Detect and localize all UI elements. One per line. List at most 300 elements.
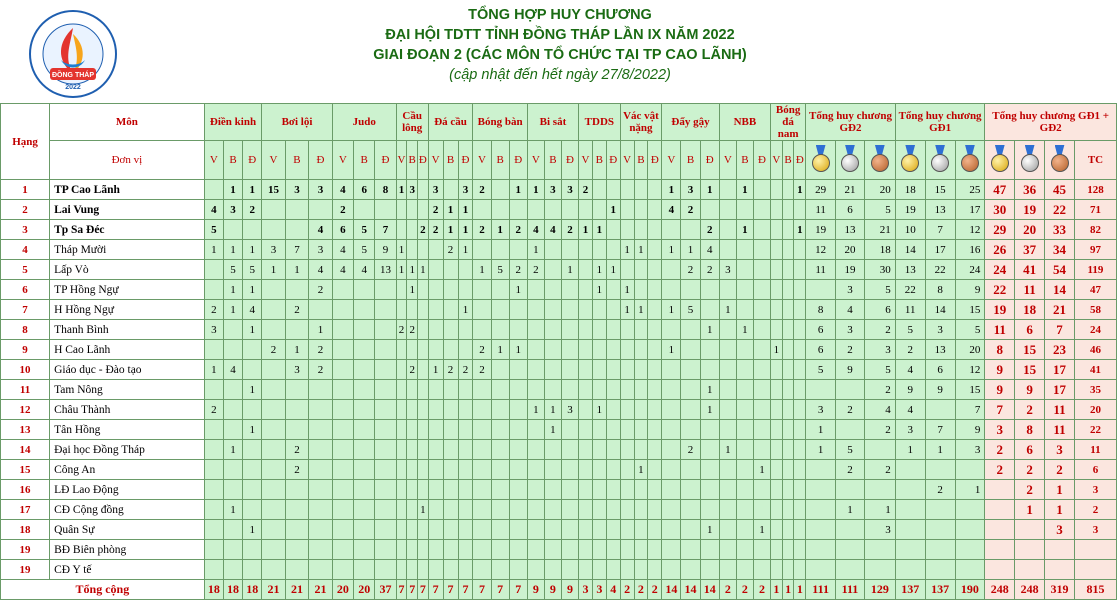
gold-medal-icon bbox=[806, 141, 836, 180]
medal-count-cell: 6 bbox=[354, 180, 375, 200]
medal-count-cell bbox=[662, 440, 681, 460]
medal-count-cell bbox=[606, 180, 620, 200]
summary-count-cell: 4 bbox=[895, 400, 925, 420]
summary-count-cell: 25 bbox=[955, 180, 985, 200]
total-count-cell bbox=[1074, 560, 1116, 580]
medal-count-cell bbox=[473, 500, 491, 520]
medal-count-cell bbox=[736, 300, 753, 320]
medal-count-cell: 1 bbox=[285, 260, 308, 280]
table-row bbox=[1, 320, 1117, 340]
medal-count-cell bbox=[648, 260, 662, 280]
unit-name-cell: Quân Sự bbox=[50, 520, 205, 540]
medal-count-cell bbox=[407, 520, 418, 540]
medal-count-cell bbox=[561, 560, 578, 580]
medal-count-cell bbox=[443, 540, 458, 560]
medal-count-cell bbox=[407, 400, 418, 420]
medal-count-cell bbox=[458, 480, 473, 500]
medal-count-cell bbox=[771, 260, 783, 280]
medal-count-cell bbox=[262, 500, 285, 520]
medal-count-cell bbox=[634, 380, 648, 400]
summary-count-cell bbox=[895, 500, 925, 520]
unit-name-cell: CĐ Y tế bbox=[50, 560, 205, 580]
summary-count-cell: 9 bbox=[895, 380, 925, 400]
medal-count-cell: 1 bbox=[700, 380, 719, 400]
medal-count-cell bbox=[396, 280, 407, 300]
medal-count-cell bbox=[620, 440, 634, 460]
medal-count-cell bbox=[527, 560, 544, 580]
summary-count-cell: 4 bbox=[836, 300, 865, 320]
medal-count-cell bbox=[458, 380, 473, 400]
medal-type-label: V bbox=[579, 141, 593, 180]
medal-count-cell bbox=[681, 500, 700, 520]
summary-count-cell: 9 bbox=[955, 280, 985, 300]
medal-count-cell bbox=[648, 280, 662, 300]
summary-count-cell bbox=[895, 480, 925, 500]
combined-count-cell: 20 bbox=[1015, 220, 1045, 240]
medal-count-cell bbox=[443, 180, 458, 200]
medal-count-cell: 1 bbox=[443, 220, 458, 240]
medal-count-cell bbox=[491, 440, 509, 460]
medal-count-cell bbox=[443, 340, 458, 360]
medal-count-cell bbox=[736, 380, 753, 400]
medal-count-cell bbox=[782, 500, 794, 520]
rank-cell: 3 bbox=[1, 220, 50, 240]
medal-count-cell: 1 bbox=[243, 280, 262, 300]
total-cell: 7 bbox=[428, 580, 443, 600]
medal-count-cell bbox=[794, 240, 806, 260]
unit-header: Đơn vị bbox=[50, 141, 205, 180]
medal-count-cell bbox=[491, 520, 509, 540]
medal-count-cell bbox=[794, 260, 806, 280]
medal-count-cell bbox=[204, 540, 223, 560]
medal-count-cell bbox=[662, 220, 681, 240]
medal-count-cell bbox=[509, 560, 527, 580]
medal-type-label: V bbox=[473, 141, 491, 180]
medal-count-cell bbox=[648, 500, 662, 520]
summary-count-cell: 2 bbox=[895, 340, 925, 360]
medal-count-cell: 1 bbox=[700, 320, 719, 340]
medal-count-cell bbox=[418, 240, 429, 260]
medal-count-cell bbox=[332, 440, 353, 460]
medal-count-cell bbox=[262, 460, 285, 480]
medal-count-cell: 2 bbox=[681, 200, 700, 220]
medal-count-cell bbox=[719, 420, 736, 440]
medal-count-cell: 1 bbox=[681, 240, 700, 260]
medal-count-cell bbox=[428, 260, 443, 280]
medal-count-cell bbox=[606, 280, 620, 300]
combined-count-cell: 1 bbox=[1045, 500, 1075, 520]
summary-count-cell: 18 bbox=[895, 180, 925, 200]
total-cell: 18 bbox=[204, 580, 223, 600]
medal-count-cell bbox=[309, 200, 333, 220]
combined-count-cell: 17 bbox=[1045, 360, 1075, 380]
medal-count-cell: 1 bbox=[509, 280, 527, 300]
combined-count-cell bbox=[985, 480, 1015, 500]
medal-count-cell: 4 bbox=[700, 240, 719, 260]
medal-count-cell bbox=[753, 300, 770, 320]
medal-count-cell: 2 bbox=[458, 360, 473, 380]
medal-count-cell bbox=[544, 380, 561, 400]
medal-count-cell bbox=[736, 280, 753, 300]
medal-count-cell: 7 bbox=[285, 240, 308, 260]
medal-count-cell bbox=[375, 540, 396, 560]
medal-count-cell bbox=[681, 480, 700, 500]
medal-count-cell bbox=[418, 480, 429, 500]
rank-cell: 6 bbox=[1, 280, 50, 300]
medal-count-cell bbox=[285, 400, 308, 420]
medal-count-cell bbox=[606, 500, 620, 520]
medal-count-cell bbox=[418, 300, 429, 320]
rank-cell: 16 bbox=[1, 480, 50, 500]
medal-count-cell bbox=[681, 520, 700, 540]
medal-count-cell bbox=[592, 420, 606, 440]
combined-count-cell: 9 bbox=[1015, 380, 1045, 400]
medal-count-cell bbox=[794, 200, 806, 220]
summary-count-cell: 19 bbox=[895, 200, 925, 220]
medal-count-cell bbox=[662, 540, 681, 560]
total-cell: 1 bbox=[794, 580, 806, 600]
medal-count-cell bbox=[204, 280, 223, 300]
summary-count-cell: 7 bbox=[955, 400, 985, 420]
combined-count-cell: 15 bbox=[1015, 340, 1045, 360]
total-phase1-header: Tổng huy chương GĐ1 bbox=[895, 104, 985, 141]
medal-type-label: B bbox=[681, 141, 700, 180]
medal-count-cell: 1 bbox=[736, 180, 753, 200]
medal-count-cell bbox=[782, 520, 794, 540]
total-cell: 9 bbox=[561, 580, 578, 600]
sport-header: Môn bbox=[50, 104, 205, 141]
medal-count-cell: 1 bbox=[620, 300, 634, 320]
medal-count-cell bbox=[443, 480, 458, 500]
gold-medal-icon bbox=[900, 145, 920, 173]
summary-count-cell: 11 bbox=[895, 300, 925, 320]
medal-count-cell bbox=[204, 500, 223, 520]
medal-count-cell bbox=[648, 300, 662, 320]
table-row bbox=[1, 380, 1117, 400]
summary-count-cell: 13 bbox=[925, 200, 955, 220]
medal-count-cell bbox=[491, 560, 509, 580]
summary-count-cell: 17 bbox=[955, 200, 985, 220]
medal-count-cell bbox=[794, 420, 806, 440]
medal-count-cell bbox=[285, 520, 308, 540]
silver-medal-icon bbox=[1020, 145, 1040, 173]
summary-count-cell: 6 bbox=[925, 360, 955, 380]
medal-count-cell bbox=[354, 480, 375, 500]
summary-count-cell bbox=[836, 420, 865, 440]
medal-count-cell: 2 bbox=[681, 440, 700, 460]
medal-count-cell bbox=[223, 400, 242, 420]
medal-count-cell bbox=[782, 320, 794, 340]
medal-count-cell bbox=[579, 540, 593, 560]
medal-count-cell bbox=[736, 240, 753, 260]
medal-count-cell bbox=[332, 400, 353, 420]
medal-count-cell bbox=[243, 500, 262, 520]
medal-count-cell: 2 bbox=[473, 180, 491, 200]
medal-count-cell bbox=[771, 520, 783, 540]
medal-count-cell bbox=[700, 200, 719, 220]
medal-count-cell bbox=[396, 480, 407, 500]
medal-type-label: B bbox=[223, 141, 242, 180]
medal-count-cell: 1 bbox=[243, 240, 262, 260]
medal-count-cell bbox=[579, 520, 593, 540]
medal-count-cell bbox=[782, 200, 794, 220]
medal-count-cell bbox=[753, 320, 770, 340]
gold-medal-icon bbox=[811, 145, 831, 173]
medal-count-cell bbox=[491, 320, 509, 340]
total-count-cell: 82 bbox=[1074, 220, 1116, 240]
medal-count-cell bbox=[662, 320, 681, 340]
medal-count-cell bbox=[648, 560, 662, 580]
medal-count-cell bbox=[458, 280, 473, 300]
medal-count-cell: 13 bbox=[375, 260, 396, 280]
medal-count-cell bbox=[204, 340, 223, 360]
medal-type-label: V bbox=[428, 141, 443, 180]
medal-count-cell bbox=[592, 200, 606, 220]
medal-count-cell bbox=[648, 360, 662, 380]
medal-count-cell bbox=[634, 220, 648, 240]
medal-count-cell bbox=[418, 540, 429, 560]
summary-count-cell: 15 bbox=[955, 300, 985, 320]
medal-count-cell: 5 bbox=[354, 220, 375, 240]
medal-count-cell bbox=[700, 440, 719, 460]
medal-count-cell bbox=[579, 440, 593, 460]
medal-count-cell bbox=[579, 380, 593, 400]
unit-name-cell: TP Cao Lãnh bbox=[50, 180, 205, 200]
total-count-cell: 3 bbox=[1074, 480, 1116, 500]
medal-count-cell bbox=[606, 380, 620, 400]
summary-count-cell: 18 bbox=[864, 240, 895, 260]
medal-count-cell: 1 bbox=[285, 340, 308, 360]
combined-count-cell bbox=[1015, 540, 1045, 560]
summary-count-cell bbox=[895, 540, 925, 560]
medal-count-cell bbox=[561, 520, 578, 540]
summary-count-cell: 20 bbox=[836, 240, 865, 260]
medal-count-cell bbox=[736, 500, 753, 520]
medal-count-cell bbox=[544, 200, 561, 220]
medal-count-cell: 1 bbox=[719, 300, 736, 320]
medal-count-cell bbox=[285, 540, 308, 560]
summary-count-cell: 15 bbox=[955, 380, 985, 400]
medal-type-label: Đ bbox=[309, 141, 333, 180]
medal-count-cell bbox=[458, 320, 473, 340]
unit-name-cell: BĐ Biên phòng bbox=[50, 540, 205, 560]
medal-count-cell bbox=[418, 180, 429, 200]
medal-count-cell: 2 bbox=[407, 360, 418, 380]
medal-count-cell bbox=[443, 440, 458, 460]
medal-count-cell bbox=[407, 340, 418, 360]
medal-count-cell: 1 bbox=[620, 280, 634, 300]
medal-count-cell bbox=[648, 220, 662, 240]
medal-count-cell: 1 bbox=[204, 240, 223, 260]
medal-count-cell bbox=[527, 340, 544, 360]
medal-count-cell bbox=[544, 320, 561, 340]
medal-count-cell: 1 bbox=[700, 520, 719, 540]
medal-count-cell bbox=[700, 480, 719, 500]
total-cell: 18 bbox=[243, 580, 262, 600]
medal-count-cell: 1 bbox=[794, 180, 806, 200]
medal-count-cell bbox=[606, 480, 620, 500]
medal-count-cell bbox=[418, 320, 429, 340]
sport-header-nbb: NBB bbox=[719, 104, 770, 141]
medal-count-cell bbox=[620, 340, 634, 360]
medal-count-cell bbox=[332, 500, 353, 520]
medal-count-cell bbox=[771, 320, 783, 340]
total-cell: 2 bbox=[753, 580, 770, 600]
medal-count-cell: 8 bbox=[375, 180, 396, 200]
medal-type-label: Đ bbox=[509, 141, 527, 180]
medal-count-cell bbox=[544, 300, 561, 320]
medal-count-cell bbox=[782, 220, 794, 240]
unit-name-cell: Tháp Mười bbox=[50, 240, 205, 260]
medal-count-cell bbox=[753, 480, 770, 500]
title-line-3: GIAI ĐOẠN 2 (CÁC MÔN TỔ CHỨC TẠI TP CAO LÃNH) bbox=[373, 47, 747, 63]
medal-count-cell: 4 bbox=[354, 260, 375, 280]
medal-count-cell bbox=[662, 500, 681, 520]
table-row bbox=[1, 220, 1117, 240]
medal-count-cell bbox=[544, 520, 561, 540]
bronze-medal-icon bbox=[960, 145, 980, 173]
medal-count-cell bbox=[794, 500, 806, 520]
unit-name-cell: LĐ Lao Động bbox=[50, 480, 205, 500]
medal-count-cell: 2 bbox=[204, 300, 223, 320]
medal-count-cell bbox=[719, 280, 736, 300]
medal-count-cell bbox=[458, 560, 473, 580]
title-line-2: ĐẠI HỘI TDTT TỈNH ĐỒNG THÁP LẦN IX NĂM 2022 bbox=[385, 27, 735, 43]
combined-count-cell bbox=[1045, 540, 1075, 560]
summary-count-cell bbox=[925, 520, 955, 540]
combined-count-cell: 24 bbox=[985, 260, 1015, 280]
medal-count-cell: 1 bbox=[794, 220, 806, 240]
medal-count-cell bbox=[794, 320, 806, 340]
medal-count-cell bbox=[620, 460, 634, 480]
medal-count-cell bbox=[719, 400, 736, 420]
medal-count-cell bbox=[418, 520, 429, 540]
medal-count-cell bbox=[428, 500, 443, 520]
medal-count-cell: 3 bbox=[309, 240, 333, 260]
medal-count-cell: 1 bbox=[243, 380, 262, 400]
total-cell: 7 bbox=[407, 580, 418, 600]
medal-count-cell bbox=[700, 560, 719, 580]
total-cell: 7 bbox=[396, 580, 407, 600]
medal-count-cell: 1 bbox=[491, 220, 509, 240]
medal-count-cell: 3 bbox=[458, 180, 473, 200]
medal-count-cell bbox=[620, 320, 634, 340]
medal-type-label: Đ bbox=[794, 141, 806, 180]
total-cell: 14 bbox=[700, 580, 719, 600]
medal-count-cell bbox=[491, 460, 509, 480]
medal-count-cell bbox=[782, 560, 794, 580]
unit-name-cell: Thanh Bình bbox=[50, 320, 205, 340]
total-cell: 4 bbox=[606, 580, 620, 600]
medal-count-cell: 3 bbox=[428, 180, 443, 200]
summary-count-cell: 1 bbox=[895, 440, 925, 460]
summary-count-cell: 8 bbox=[925, 280, 955, 300]
total-cell: 7 bbox=[458, 580, 473, 600]
total-cell: 2 bbox=[736, 580, 753, 600]
medal-count-cell bbox=[527, 540, 544, 560]
rank-cell: 19 bbox=[1, 540, 50, 560]
medal-count-cell: 1 bbox=[634, 300, 648, 320]
summary-count-cell: 17 bbox=[925, 240, 955, 260]
medal-type-label: B bbox=[407, 141, 418, 180]
medal-count-cell bbox=[634, 320, 648, 340]
medal-count-cell bbox=[579, 240, 593, 260]
medal-count-cell bbox=[606, 540, 620, 560]
rank-cell: 5 bbox=[1, 260, 50, 280]
medal-count-cell bbox=[579, 280, 593, 300]
medal-count-cell bbox=[606, 400, 620, 420]
medal-count-cell bbox=[719, 200, 736, 220]
medal-count-cell: 1 bbox=[662, 240, 681, 260]
medal-count-cell bbox=[794, 440, 806, 460]
combined-count-cell: 6 bbox=[1015, 320, 1045, 340]
medal-count-cell bbox=[332, 460, 353, 480]
medal-count-cell: 3 bbox=[285, 360, 308, 380]
total-cell: 9 bbox=[527, 580, 544, 600]
medal-count-cell bbox=[719, 220, 736, 240]
medal-count-cell bbox=[458, 520, 473, 540]
medal-count-cell bbox=[753, 400, 770, 420]
medal-count-cell bbox=[243, 400, 262, 420]
table-row bbox=[1, 180, 1117, 200]
medal-count-cell bbox=[375, 560, 396, 580]
total-count-cell: 6 bbox=[1074, 460, 1116, 480]
medal-count-cell bbox=[561, 380, 578, 400]
medal-count-cell bbox=[561, 460, 578, 480]
medal-count-cell: 1 bbox=[223, 240, 242, 260]
medal-count-cell bbox=[375, 280, 396, 300]
table-row bbox=[1, 240, 1117, 260]
medal-count-cell bbox=[719, 180, 736, 200]
summary-count-cell: 5 bbox=[836, 440, 865, 460]
medal-count-cell bbox=[262, 380, 285, 400]
medal-count-cell bbox=[620, 520, 634, 540]
summary-count-cell: 22 bbox=[895, 280, 925, 300]
medal-count-cell bbox=[620, 420, 634, 440]
medal-count-cell bbox=[681, 420, 700, 440]
medal-count-cell bbox=[771, 180, 783, 200]
medal-count-cell: 2 bbox=[700, 260, 719, 280]
medal-count-cell: 2 bbox=[309, 360, 333, 380]
medal-count-cell: 2 bbox=[309, 340, 333, 360]
medal-count-cell bbox=[592, 440, 606, 460]
medal-count-cell: 1 bbox=[509, 180, 527, 200]
medal-count-cell bbox=[204, 180, 223, 200]
combined-count-cell: 21 bbox=[1045, 300, 1075, 320]
medal-count-cell bbox=[681, 320, 700, 340]
summary-count-cell bbox=[806, 480, 836, 500]
bronze-medal-icon bbox=[1045, 141, 1075, 180]
combined-count-cell: 2 bbox=[1045, 460, 1075, 480]
unit-name-cell: Đại học Đồng Tháp bbox=[50, 440, 205, 460]
medal-count-cell: 3 bbox=[719, 260, 736, 280]
summary-count-cell bbox=[955, 520, 985, 540]
medal-count-cell bbox=[634, 360, 648, 380]
medal-count-cell bbox=[407, 440, 418, 460]
medal-count-cell bbox=[396, 220, 407, 240]
summary-count-cell bbox=[806, 280, 836, 300]
bronze-medal-icon bbox=[864, 141, 895, 180]
summary-count-cell bbox=[925, 500, 955, 520]
medal-count-cell bbox=[736, 360, 753, 380]
summary-count-cell: 5 bbox=[864, 280, 895, 300]
combined-count-cell: 11 bbox=[1045, 420, 1075, 440]
combined-count-cell: 2 bbox=[985, 460, 1015, 480]
medal-count-cell bbox=[509, 380, 527, 400]
summary-count-cell bbox=[955, 560, 985, 580]
table-row bbox=[1, 420, 1117, 440]
medal-count-cell: 1 bbox=[243, 320, 262, 340]
